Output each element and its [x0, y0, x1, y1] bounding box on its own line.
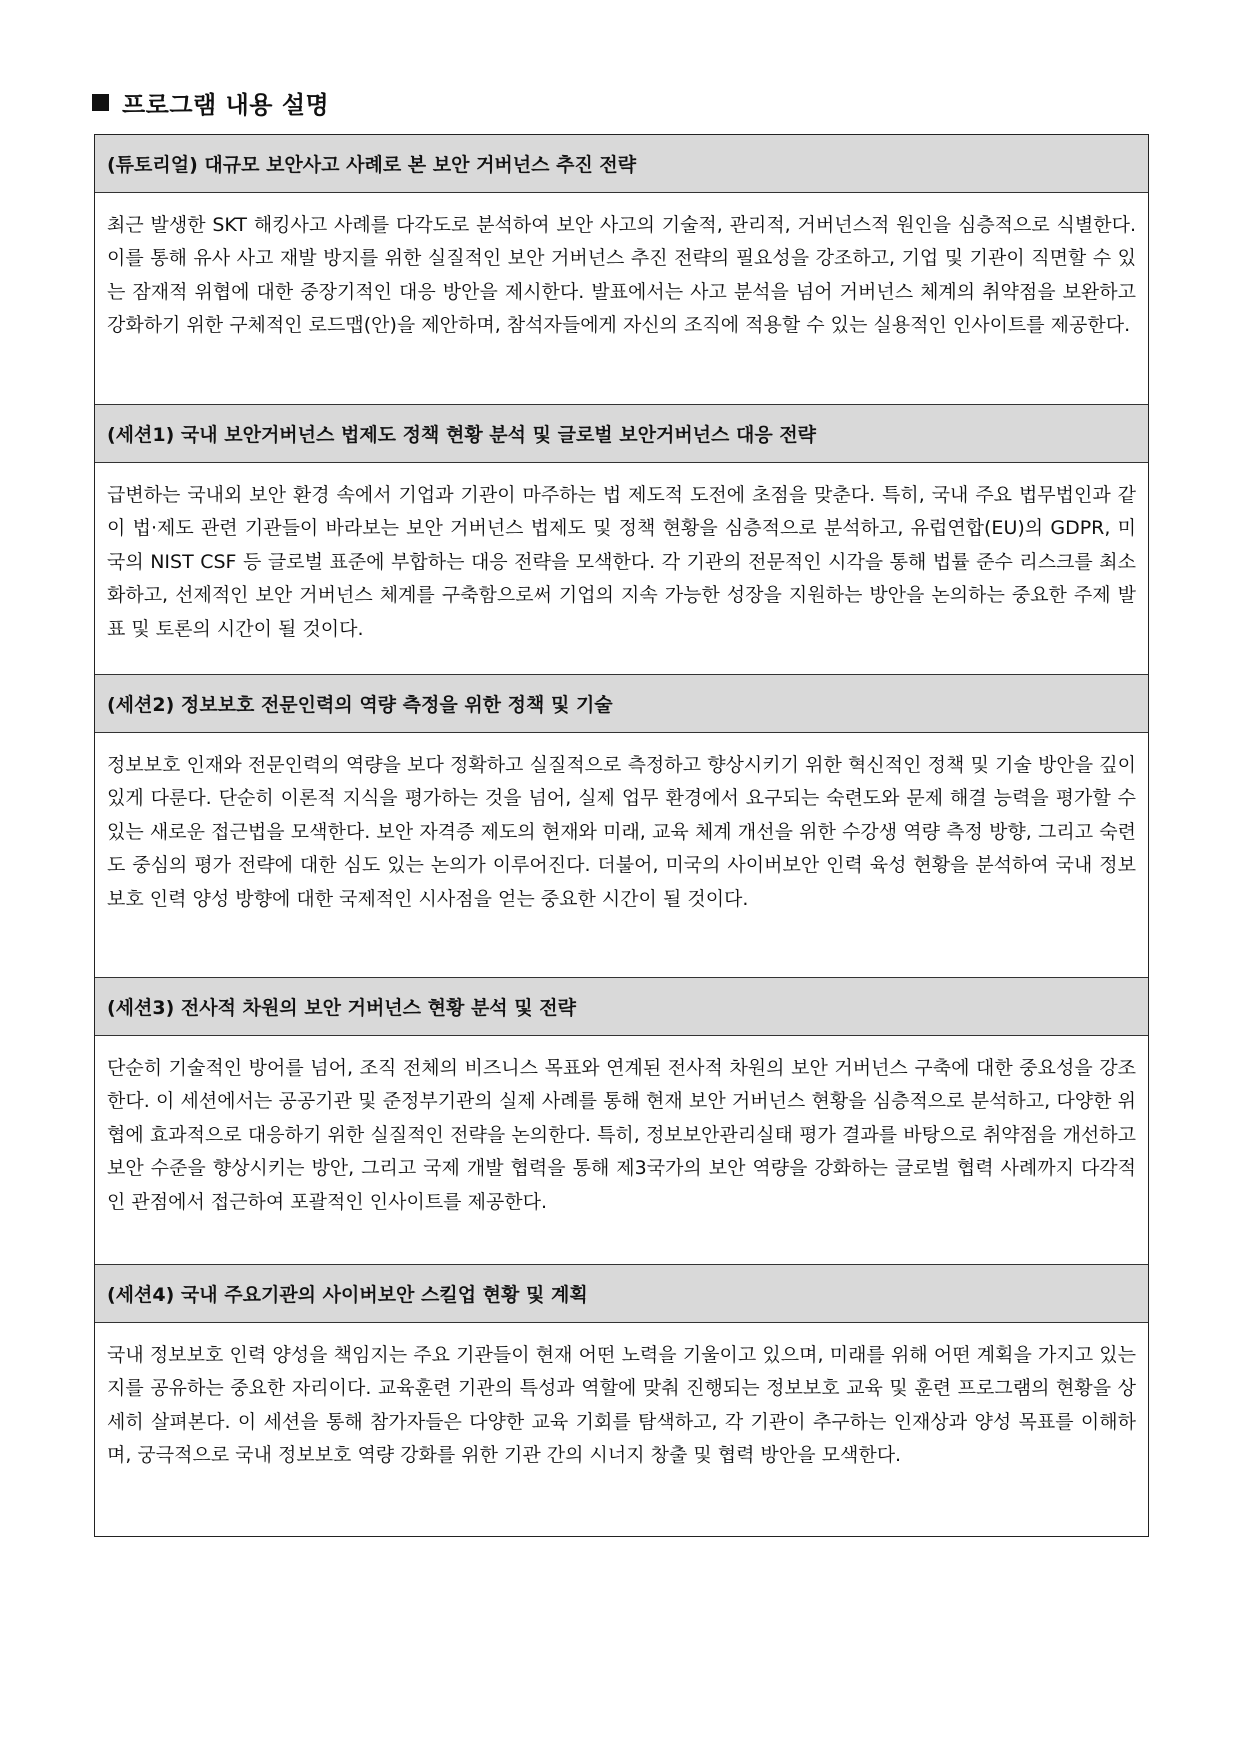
section-title: (세션1) 국내 보안거버넌스 법제도 정책 현황 분석 및 글로벌 보안거버넌스 대응 전략	[95, 405, 1148, 463]
section-title: (세션3) 전사적 차원의 보안 거버넌스 현황 분석 및 전략	[95, 978, 1148, 1036]
program-description-table	[94, 134, 1149, 1537]
black-square-bullet-icon	[92, 94, 109, 111]
section-session-4	[95, 1265, 1148, 1536]
section-description: 정보보호 인재와 전문인력의 역량을 보다 정확하고 실질적으로 측정하고 향상시키기 위한 혁신적인 정책 및 기술 방안을 깊이 있게 다룬다. 단순히 이론적 지식을 평가하는 것을 넘어, 실제 업무 환경에서 요구되는 숙련도와 문제 해결 능력을 평가할 수 있는 새로운 접근법을 모색한다. 보안 자격증 제도의 현재와 미래, 교육 체계 개선을 위한 수강생 역량 측정 방향, 그리고 숙련도 중심의 평가 전략에 대한 심도 있는 논의가 이루어진다. 더불어, 미국의 사이버보안 인력 육성 현황을 분석하여 국내 정보보호 인력 양성 방향에 대한 국제적인 시사점을 얻는 중요한 시간이 될 것이다.	[95, 733, 1148, 978]
section-title: (세션4) 국내 주요기관의 사이버보안 스킬업 현황 및 계획	[95, 1265, 1148, 1323]
section-session-2	[95, 675, 1148, 978]
section-description: 단순히 기술적인 방어를 넘어, 조직 전체의 비즈니스 목표와 연계된 전사적 차원의 보안 거버넌스 구축에 대한 중요성을 강조한다. 이 세션에서는 공공기관 및 준정부기관의 실제 사례를 통해 현재 보안 거버넌스 현황을 심층적으로 분석하고, 다양한 위협에 효과적으로 대응하기 위한 실질적인 전략을 논의한다. 특히, 정보보안관리실태 평가 결과를 바탕으로 취약점을 개선하고 보안 수준을 향상시키는 방안, 그리고 국제 개발 협력을 통해 제3국가의 보안 역량을 강화하는 글로벌 협력 사례까지 다각적인 관점에서 접근하여 포괄적인 인사이트를 제공한다.	[95, 1036, 1148, 1265]
section-description: 급변하는 국내외 보안 환경 속에서 기업과 기관이 마주하는 법 제도적 도전에 초점을 맞춘다. 특히, 국내 주요 법무법인과 같이 법·제도 관련 기관들이 바라보는 보안 거버넌스 법제도 및 정책 현황을 심층적으로 분석하고, 유럽연합(EU)의 GDPR, 미국의 NIST CSF 등 글로벌 표준에 부합하는 대응 전략을 모색한다. 각 기관의 전문적인 시각을 통해 법률 준수 리스크를 최소화하고, 선제적인 보안 거버넌스 체계를 구축함으로써 기업의 지속 가능한 성장을 지원하는 방안을 논의하는 중요한 주제 발표 및 토론의 시간이 될 것이다.	[95, 463, 1148, 675]
section-session-1	[95, 405, 1148, 675]
page-heading	[92, 84, 329, 120]
page-title: 프로그램 내용 설명	[122, 90, 330, 119]
section-description: 최근 발생한 SKT 해킹사고 사례를 다각도로 분석하여 보안 사고의 기술적, 관리적, 거버넌스적 원인을 심층적으로 식별한다. 이를 통해 유사 사고 재발 방지를 위한 실질적인 보안 거버넌스 추진 전략의 필요성을 강조하고, 기업 및 기관이 직면할 수 있는 잠재적 위협에 대한 중장기적인 대응 방안을 제시한다. 발표에서는 사고 분석을 넘어 거버넌스 체계의 취약점을 보완하고 강화하기 위한 구체적인 로드맵(안)을 제안하며, 참석자들에게 자신의 조직에 적용할 수 있는 실용적인 인사이트를 제공한다.	[95, 193, 1148, 405]
section-session-3	[95, 978, 1148, 1265]
section-title: (튜토리얼) 대규모 보안사고 사례로 본 보안 거버넌스 추진 전략	[95, 135, 1148, 193]
section-description: 국내 정보보호 인력 양성을 책임지는 주요 기관들이 현재 어떤 노력을 기울이고 있으며, 미래를 위해 어떤 계획을 가지고 있는지를 공유하는 중요한 자리이다. 교육훈련 기관의 특성과 역할에 맞춰 진행되는 정보보호 교육 및 훈련 프로그램의 현황을 상세히 살펴본다. 이 세션을 통해 참가자들은 다양한 교육 기회를 탐색하고, 각 기관이 추구하는 인재상과 양성 목표를 이해하며, 궁극적으로 국내 정보보호 역량 강화를 위한 기관 간의 시너지 창출 및 협력 방안을 모색한다.	[107, 1344, 1136, 1467]
section-title: (세션2) 정보보호 전문인력의 역량 측정을 위한 정책 및 기술	[95, 675, 1148, 733]
section-tutorial	[95, 135, 1148, 405]
